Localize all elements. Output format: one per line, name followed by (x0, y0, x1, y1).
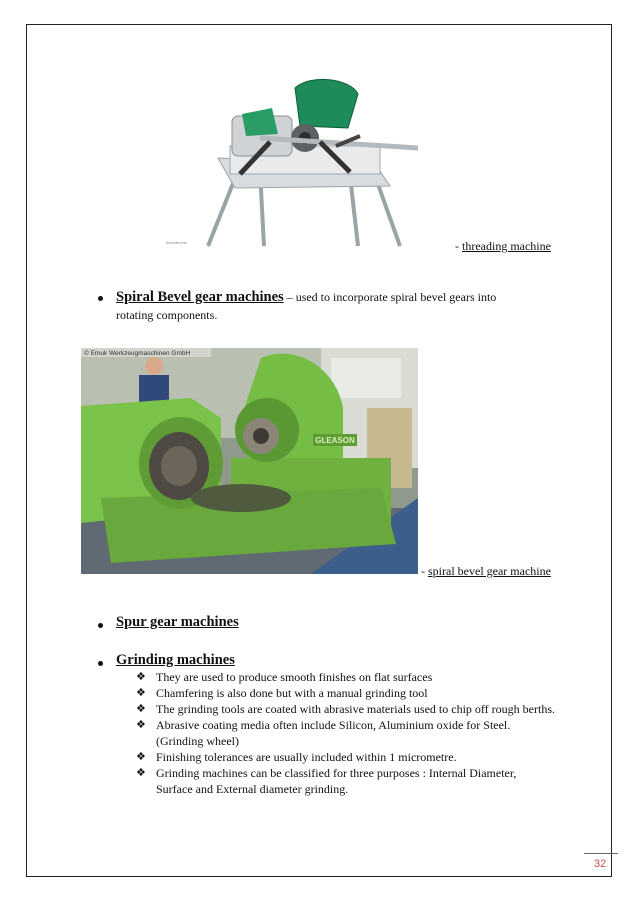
spiral-description: – used to incorporate spiral bevel gears into (283, 290, 497, 304)
spur-heading: Spur gear machines (116, 614, 239, 630)
diamond-bullet-icon: ❖ (136, 671, 146, 683)
bullet-icon (98, 661, 103, 666)
list-item: ❖ The grinding tools are coated with abrasive materials used to chip off rough berths. (136, 702, 555, 716)
diamond-bullet-icon: ❖ (136, 751, 146, 763)
spiral-caption (421, 564, 551, 579)
spiral-caption-link[interactable]: spiral bevel gear machine (428, 564, 551, 578)
spiral-heading-line (116, 288, 496, 306)
page-number-rule (584, 853, 618, 854)
list-item: ❖ Finishing tolerances are usually included within 1 micrometre. (136, 750, 457, 764)
list-item: ❖ Grinding machines can be classified for three purposes : Internal Diameter, Surface and External diameter grinding. (136, 766, 517, 796)
diamond-bullet-icon: ❖ (136, 767, 146, 779)
spiral-bevel-machine-image (81, 348, 418, 574)
photo-credit: © Emuk Werkzeugmaschinen GmbH (84, 350, 191, 357)
threading-caption-prefix: - (455, 239, 462, 253)
list-item: ❖ Abrasive coating media often include Silicon, Aluminium oxide for Steel. (Grinding wheel) (136, 718, 511, 748)
threading-watermark: thedobuchs (166, 240, 187, 245)
threading-machine-image (160, 76, 420, 248)
grinding-heading: Grinding machines (116, 652, 235, 668)
grinding-list (136, 669, 556, 797)
spiral-heading: Spiral Bevel gear machines (116, 289, 284, 305)
diamond-bullet-icon: ❖ (136, 703, 146, 715)
threading-caption (455, 239, 551, 254)
diamond-bullet-icon: ❖ (136, 687, 146, 699)
list-item: ❖ Chamfering is also done but with a manual grinding tool (136, 686, 428, 700)
page-number: 32 (594, 858, 607, 870)
list-item: ❖ They are used to produce smooth finishes on flat surfaces (136, 670, 433, 684)
bullet-icon (98, 623, 103, 628)
spiral-caption-prefix: - (421, 564, 428, 578)
bullet-icon (98, 296, 103, 301)
machine-brand-label: GLEASON (315, 436, 355, 445)
spiral-description-cont: rotating components. (116, 308, 218, 322)
diamond-bullet-icon: ❖ (136, 719, 146, 731)
threading-caption-link[interactable]: threading machine (462, 239, 551, 253)
